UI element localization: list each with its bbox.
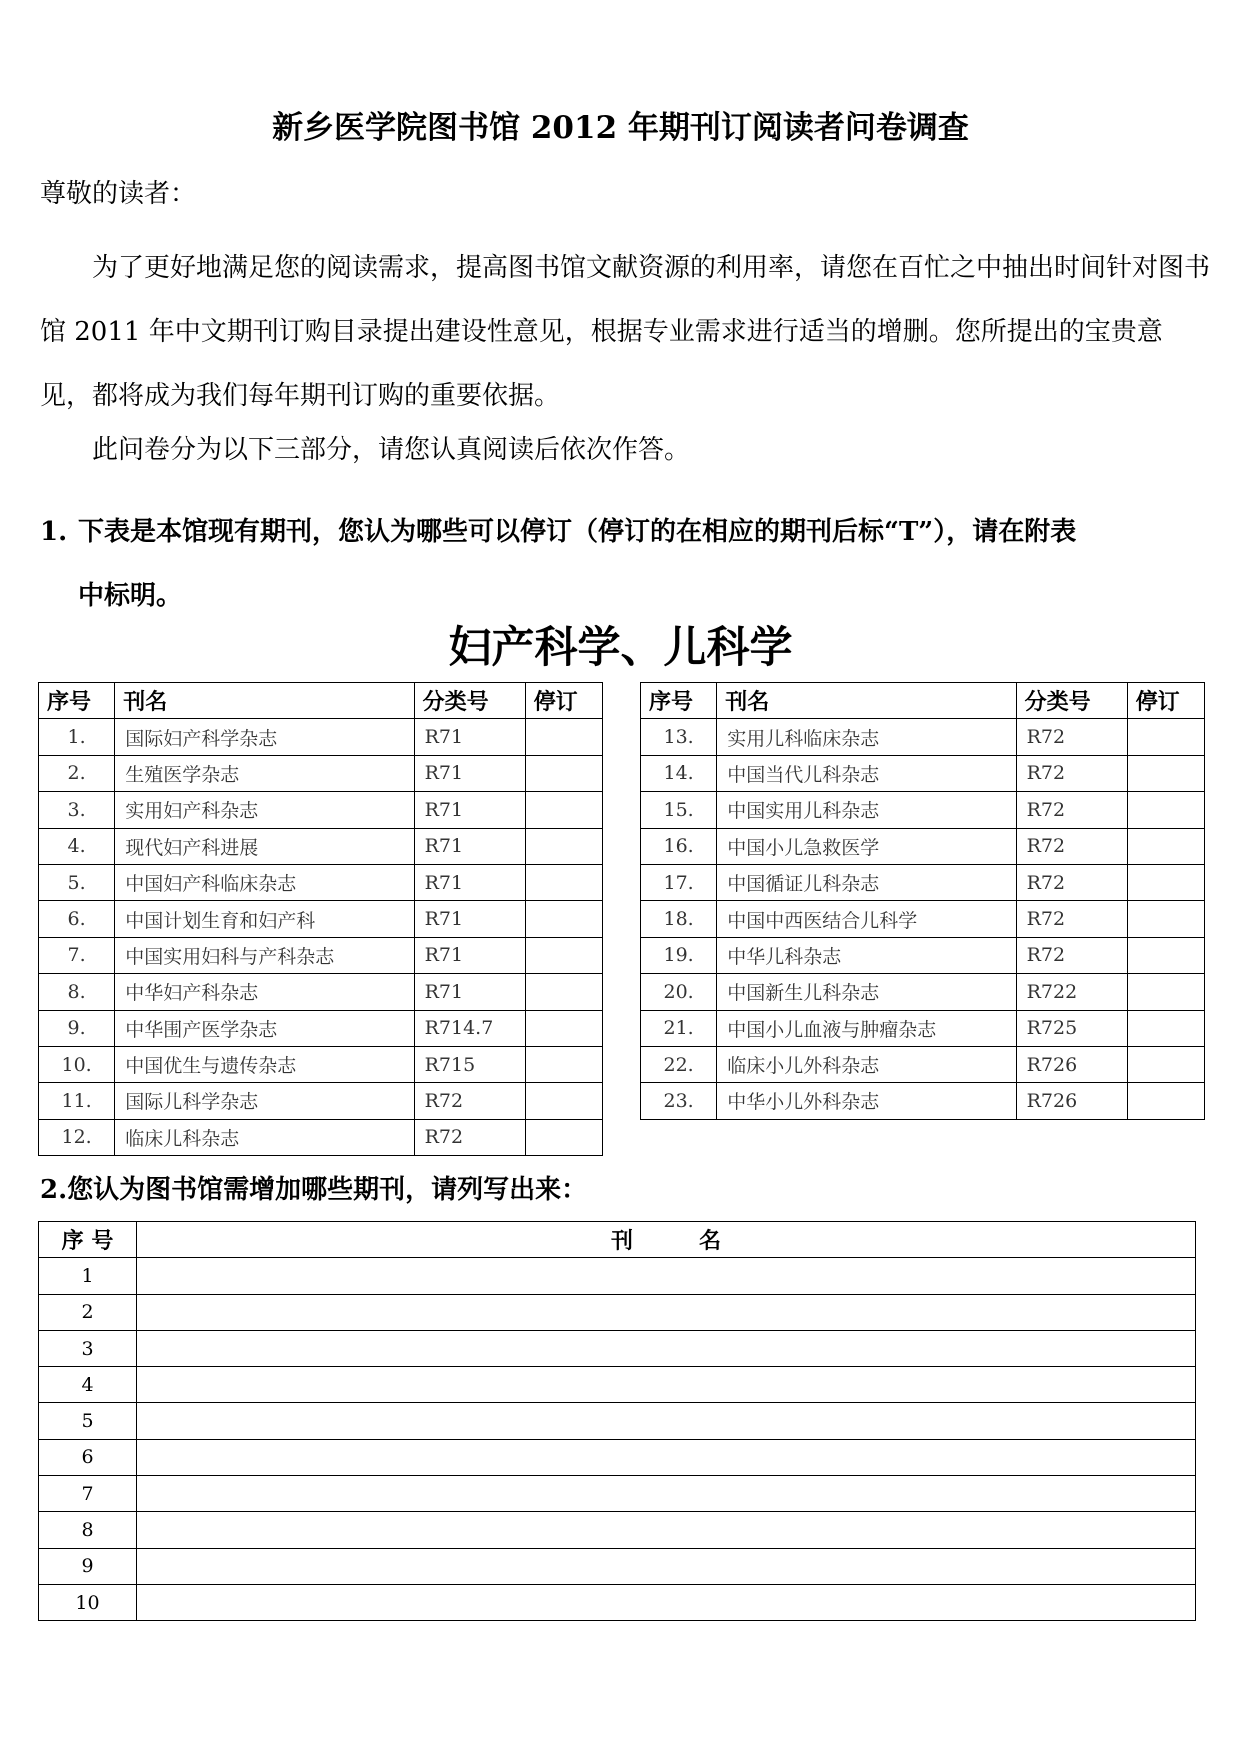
table-row bbox=[39, 1403, 1196, 1439]
cancel-mark-cell[interactable] bbox=[525, 937, 602, 973]
table-row bbox=[641, 1010, 1205, 1046]
journal-title: 中华妇产科杂志 bbox=[115, 974, 414, 1010]
table-row bbox=[39, 1046, 603, 1082]
cancel-mark-cell[interactable] bbox=[1127, 937, 1204, 973]
journal-title: 中国中西医结合儿科学 bbox=[717, 901, 1016, 937]
journal-no: 7. bbox=[39, 937, 115, 973]
journal-name-entry[interactable] bbox=[137, 1403, 1196, 1439]
cancel-mark-cell[interactable] bbox=[525, 1046, 602, 1082]
table-row bbox=[39, 1439, 1196, 1475]
journal-title: 中国小儿急救医学 bbox=[717, 828, 1016, 864]
journal-no: 4. bbox=[39, 828, 115, 864]
header-cancel: 停订 bbox=[1127, 683, 1204, 719]
journal-class: R726 bbox=[1016, 1046, 1127, 1082]
journal-name-entry[interactable] bbox=[137, 1367, 1196, 1403]
cancel-mark-cell[interactable] bbox=[1127, 1083, 1204, 1119]
journal-no: 16. bbox=[641, 828, 717, 864]
table-row bbox=[641, 828, 1205, 864]
journal-name-entry[interactable] bbox=[137, 1330, 1196, 1366]
cancel-mark-cell[interactable] bbox=[1127, 792, 1204, 828]
question-1 bbox=[40, 500, 1215, 628]
question-1-number: 1. bbox=[40, 517, 68, 547]
header-no: 序号 bbox=[641, 683, 717, 719]
journal-no: 18. bbox=[641, 901, 717, 937]
cancel-mark-cell[interactable] bbox=[525, 901, 602, 937]
table-row bbox=[39, 1083, 603, 1119]
header-class: 分类号 bbox=[1016, 683, 1127, 719]
journal-no: 10. bbox=[39, 1046, 115, 1082]
journal-name-entry[interactable] bbox=[137, 1294, 1196, 1330]
journal-title: 中国新生儿科杂志 bbox=[717, 974, 1016, 1010]
row-number: 5 bbox=[39, 1403, 137, 1439]
journal-table-header bbox=[641, 683, 1205, 719]
journal-class: R71 bbox=[414, 719, 525, 755]
journal-title: 国际儿科学杂志 bbox=[115, 1083, 414, 1119]
journal-class: R71 bbox=[414, 828, 525, 864]
journal-class: R71 bbox=[414, 974, 525, 1010]
row-number: 7 bbox=[39, 1476, 137, 1512]
journal-title: 生殖医学杂志 bbox=[115, 755, 414, 791]
journal-title: 实用儿科临床杂志 bbox=[717, 719, 1016, 755]
table-row bbox=[641, 901, 1205, 937]
intro-paragraph: 为了更好地满足您的阅读需求，提高图书馆文献资源的利用率，请您在百忙之中抽出时间针对图书馆 2011 年中文期刊订购目录提出建设性意见，根据专业需求进行适当的增删。您所提出的宝贵意见，都将成为我们每年期刊订购的重要依据。 bbox=[40, 253, 1211, 411]
journal-class: R72 bbox=[414, 1119, 525, 1155]
table-row bbox=[39, 937, 603, 973]
header-no: 序 号 bbox=[39, 1222, 137, 1258]
cancel-mark-cell[interactable] bbox=[1127, 1010, 1204, 1046]
row-number: 10 bbox=[39, 1584, 137, 1620]
journal-no: 9. bbox=[39, 1010, 115, 1046]
table-row bbox=[39, 974, 603, 1010]
table-row bbox=[39, 901, 603, 937]
journal-class: R71 bbox=[414, 755, 525, 791]
journal-title: 中国优生与遗传杂志 bbox=[115, 1046, 414, 1082]
cancel-mark-cell[interactable] bbox=[525, 864, 602, 900]
row-number: 8 bbox=[39, 1512, 137, 1548]
table-row bbox=[39, 1010, 603, 1046]
journal-class: R72 bbox=[1016, 937, 1127, 973]
journal-name-entry[interactable] bbox=[137, 1258, 1196, 1294]
cancel-mark-cell[interactable] bbox=[1127, 974, 1204, 1010]
table-row bbox=[39, 1512, 1196, 1548]
journal-no: 8. bbox=[39, 974, 115, 1010]
journal-title: 实用妇产科杂志 bbox=[115, 792, 414, 828]
header-title: 刊名 bbox=[717, 683, 1016, 719]
question-1-text: 下表是本馆现有期刊，您认为哪些可以停订（停订的在相应的期刊后标“T”），请在附表 bbox=[78, 517, 1077, 547]
table-row bbox=[39, 1119, 603, 1155]
journal-no: 13. bbox=[641, 719, 717, 755]
journal-class: R72 bbox=[1016, 901, 1127, 937]
journal-class: R72 bbox=[1016, 719, 1127, 755]
journal-no: 15. bbox=[641, 792, 717, 828]
table-row bbox=[641, 1083, 1205, 1119]
table-row bbox=[641, 864, 1205, 900]
journal-no: 21. bbox=[641, 1010, 717, 1046]
header-no: 序号 bbox=[39, 683, 115, 719]
table-row bbox=[39, 792, 603, 828]
row-number: 3 bbox=[39, 1330, 137, 1366]
row-number: 4 bbox=[39, 1367, 137, 1403]
table-row bbox=[39, 864, 603, 900]
section-heading: 妇产科学、儿科学 bbox=[448, 623, 793, 673]
cancel-mark-cell[interactable] bbox=[525, 828, 602, 864]
header-cancel: 停订 bbox=[525, 683, 602, 719]
journal-name-entry[interactable] bbox=[137, 1584, 1196, 1620]
cancel-mark-cell[interactable] bbox=[525, 755, 602, 791]
journal-title: 中国当代儿科杂志 bbox=[717, 755, 1016, 791]
journal-class: R726 bbox=[1016, 1083, 1127, 1119]
table-row bbox=[39, 719, 603, 755]
table-row bbox=[39, 1476, 1196, 1512]
add-journal-table bbox=[38, 1221, 1196, 1621]
journal-title: 现代妇产科进展 bbox=[115, 828, 414, 864]
journal-class: R72 bbox=[1016, 755, 1127, 791]
cancel-mark-cell[interactable] bbox=[1127, 719, 1204, 755]
journal-class: R72 bbox=[1016, 864, 1127, 900]
journal-name-entry[interactable] bbox=[137, 1439, 1196, 1475]
journal-class: R715 bbox=[414, 1046, 525, 1082]
journal-class: R72 bbox=[1016, 792, 1127, 828]
journal-title: 中国实用儿科杂志 bbox=[717, 792, 1016, 828]
journal-title: 中华儿科杂志 bbox=[717, 937, 1016, 973]
table-row bbox=[39, 1584, 1196, 1620]
table-row bbox=[641, 974, 1205, 1010]
journal-no: 11. bbox=[39, 1083, 115, 1119]
table-row bbox=[39, 1367, 1196, 1403]
table-row bbox=[641, 937, 1205, 973]
journal-table-header bbox=[39, 683, 603, 719]
cancel-mark-cell[interactable] bbox=[525, 1083, 602, 1119]
question-2: 2.您认为图书馆需增加哪些期刊，请列写出来： bbox=[40, 1175, 588, 1205]
journal-no: 22. bbox=[641, 1046, 717, 1082]
journal-no: 23. bbox=[641, 1083, 717, 1119]
cancel-mark-cell[interactable] bbox=[1127, 901, 1204, 937]
table-row bbox=[641, 792, 1205, 828]
cancel-mark-cell[interactable] bbox=[525, 719, 602, 755]
cancel-mark-cell[interactable] bbox=[525, 1119, 602, 1155]
cancel-mark-cell[interactable] bbox=[1127, 864, 1204, 900]
row-number: 9 bbox=[39, 1548, 137, 1584]
journal-no: 1. bbox=[39, 719, 115, 755]
journal-no: 17. bbox=[641, 864, 717, 900]
header-title: 刊名 bbox=[115, 683, 414, 719]
cancel-mark-cell[interactable] bbox=[525, 792, 602, 828]
row-number: 6 bbox=[39, 1439, 137, 1475]
journal-class: R722 bbox=[1016, 974, 1127, 1010]
journal-no: 14. bbox=[641, 755, 717, 791]
parts-note: 此问卷分为以下三部分，请您认真阅读后依次作答。 bbox=[92, 435, 691, 465]
journal-name-entry[interactable] bbox=[137, 1548, 1196, 1584]
greeting: 尊敬的读者： bbox=[40, 179, 197, 209]
table-row bbox=[39, 1294, 1196, 1330]
page-title: 新乡医学院图书馆 2012 年期刊订阅读者问卷调查 bbox=[272, 110, 969, 146]
journal-title: 中国妇产科临床杂志 bbox=[115, 864, 414, 900]
journal-class: R71 bbox=[414, 792, 525, 828]
header-class: 分类号 bbox=[414, 683, 525, 719]
journal-title: 中华小儿外科杂志 bbox=[717, 1083, 1016, 1119]
cancel-mark-cell[interactable] bbox=[1127, 1046, 1204, 1082]
journal-no: 12. bbox=[39, 1119, 115, 1155]
journal-no: 19. bbox=[641, 937, 717, 973]
journal-class: R714.7 bbox=[414, 1010, 525, 1046]
table-row bbox=[39, 1548, 1196, 1584]
cancel-mark-cell[interactable] bbox=[525, 1010, 602, 1046]
row-number: 1 bbox=[39, 1258, 137, 1294]
journal-table-left bbox=[38, 682, 603, 1156]
journal-title: 中国实用妇科与产科杂志 bbox=[115, 937, 414, 973]
table-row bbox=[39, 828, 603, 864]
journal-no: 6. bbox=[39, 901, 115, 937]
cancel-mark-cell[interactable] bbox=[525, 974, 602, 1010]
journal-table-right bbox=[640, 682, 1205, 1120]
journal-name-entry[interactable] bbox=[137, 1476, 1196, 1512]
journal-class: R72 bbox=[1016, 828, 1127, 864]
journal-name-entry[interactable] bbox=[137, 1512, 1196, 1548]
table-row bbox=[641, 1046, 1205, 1082]
journal-title: 中华围产医学杂志 bbox=[115, 1010, 414, 1046]
journal-no: 2. bbox=[39, 755, 115, 791]
journal-title: 国际妇产科学杂志 bbox=[115, 719, 414, 755]
journal-class: R71 bbox=[414, 937, 525, 973]
journal-class: R71 bbox=[414, 901, 525, 937]
journal-no: 5. bbox=[39, 864, 115, 900]
header-title: 刊 名 bbox=[137, 1222, 1196, 1258]
journal-class: R72 bbox=[414, 1083, 525, 1119]
row-number: 2 bbox=[39, 1294, 137, 1330]
journal-no: 20. bbox=[641, 974, 717, 1010]
table-row bbox=[39, 755, 603, 791]
table-row bbox=[39, 1330, 1196, 1366]
journal-title: 中国小儿血液与肿瘤杂志 bbox=[717, 1010, 1016, 1046]
table-row bbox=[641, 755, 1205, 791]
table-row bbox=[39, 1258, 1196, 1294]
journal-title: 中国循证儿科杂志 bbox=[717, 864, 1016, 900]
journal-title: 中国计划生育和妇产科 bbox=[115, 901, 414, 937]
journal-class: R71 bbox=[414, 864, 525, 900]
journal-class: R725 bbox=[1016, 1010, 1127, 1046]
cancel-mark-cell[interactable] bbox=[1127, 828, 1204, 864]
journal-title: 临床儿科杂志 bbox=[115, 1119, 414, 1155]
journal-no: 3. bbox=[39, 792, 115, 828]
journal-title: 临床小儿外科杂志 bbox=[717, 1046, 1016, 1082]
cancel-mark-cell[interactable] bbox=[1127, 755, 1204, 791]
question-1-continuation: 中标明。 bbox=[78, 581, 183, 611]
add-table-header bbox=[39, 1222, 1196, 1258]
table-row bbox=[641, 719, 1205, 755]
